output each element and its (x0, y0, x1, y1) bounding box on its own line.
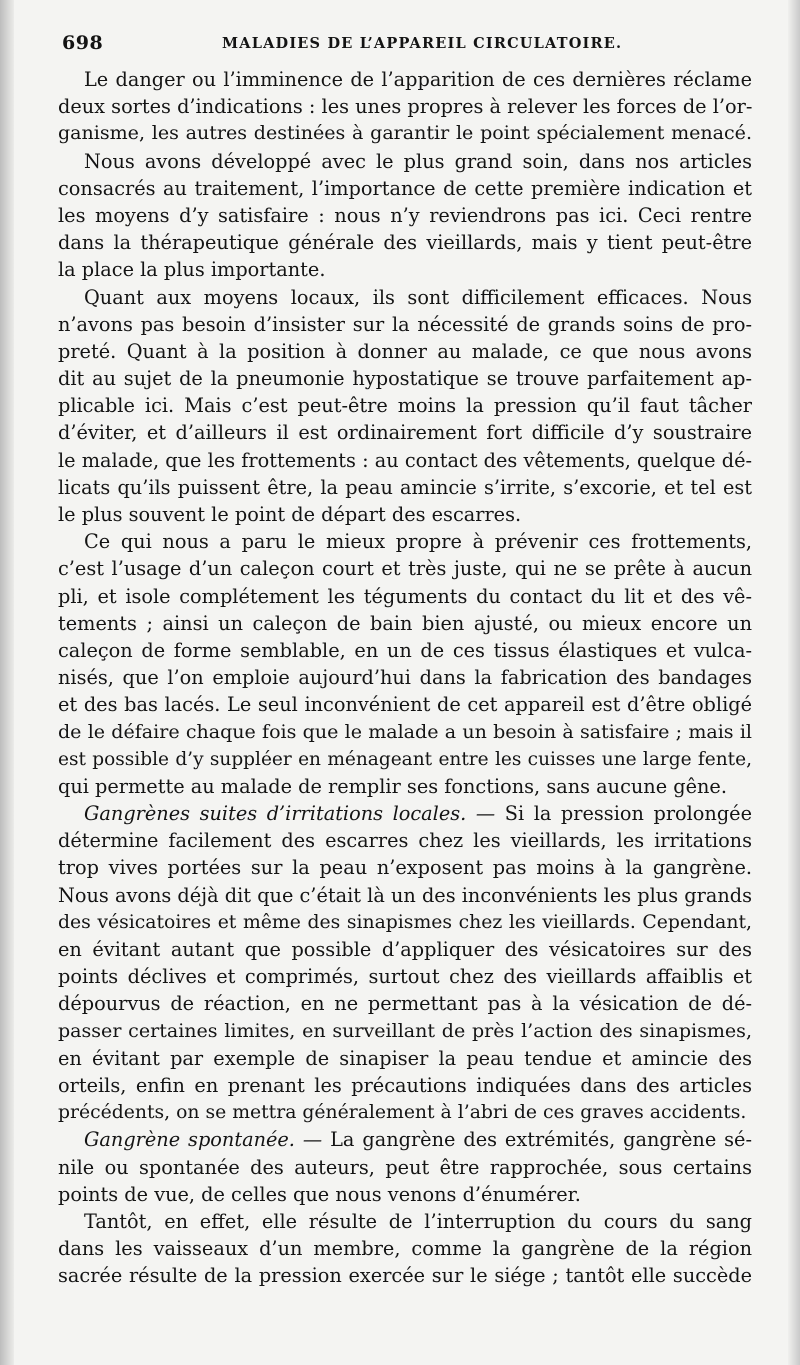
text-line: est possible d’y suppléer en ménageant entre les cuisses une large fente, (58, 748, 752, 770)
text-line: points déclives et comprimés, surtout chez des vieillards affaiblis et (58, 965, 752, 989)
text-line: Ce qui nous a paru le mieux propre à prévenir ces frottements, (84, 530, 752, 554)
running-title: MALADIES DE L’APPAREIL CIRCULATOIRE. (222, 35, 623, 52)
text-line: le malade, que les frottements : au contact des vêtements, quelque dé- (58, 448, 752, 472)
text-line: plicable ici. Mais c’est peut-être moins la pression qu’il faut tâcher (58, 394, 752, 418)
page-shadow-left (0, 0, 14, 1365)
text-line: qui permette au malade de remplir ses fonctions, sans aucune gêne. (58, 774, 727, 798)
text-line: le plus souvent le point de départ des escarres. (58, 503, 522, 526)
text-line: ganisme, les autres destinées à garantir le point spécialement menacé. (58, 122, 752, 145)
text-line: pli, et isole complétement les téguments du contact du lit et des vê- (58, 584, 752, 608)
text-line: Le danger ou l’imminence de l’apparition de ces dernières réclame (84, 68, 752, 91)
page-number: 698 (62, 32, 104, 54)
text-line: orteils, enfin en prenant les précautions indiquées dans des articles (58, 1073, 752, 1097)
text-line: nisés, que l’on emploie aujourd’hui dans la fabrication des bandages (58, 666, 752, 690)
section-heading-spontanee: Gangrène spontanée. — (84, 1128, 323, 1152)
text-line: nile ou spontanée des auteurs, peut être rapprochée, sous certains (58, 1155, 752, 1179)
text-line: les moyens d’y satisfaire : nous n’y reviendrons pas ici. Ceci rentre (58, 203, 752, 227)
text-line: n’avons pas besoin d’insister sur la nécessité de grands soins de pro- (58, 312, 752, 336)
text-line: précédents, on se mettra généralement à l’abri de ces graves accidents. (58, 1102, 747, 1124)
text-line: et des bas lacés. Le seul inconvénient de cet appareil est d’être obligé (58, 693, 752, 717)
text-line: Tantôt, en effet, elle résulte de l’interruption du cours du sang (84, 1209, 752, 1233)
text-line: Quant aux moyens locaux, ils sont difficilement efficaces. Nous (84, 285, 752, 309)
text-line: détermine facilement des escarres chez les vieillards, les irritations (58, 829, 752, 853)
text-line: dans les vaisseaux d’un membre, comme la gangrène de la région (58, 1237, 752, 1261)
text-line: dans la thérapeutique générale des vieillards, mais y tient peut-être (58, 231, 752, 255)
text-line: Nous avons développé avec le plus grand soin, dans nos articles (84, 149, 752, 173)
text-line: dépourvus de réaction, en ne permettant pas à la vésication de dé- (58, 992, 752, 1016)
text-line: consacrés au traitement, l’importance de cette première indication et (58, 176, 752, 200)
body-text (58, 66, 752, 1289)
text-line: la place la plus importante. (58, 258, 326, 282)
page-header (62, 32, 752, 60)
text-line: preté. Quant à la position à donner au malade, ce que nous avons (58, 339, 752, 363)
text-line: en évitant autant que possible d’appliquer des vésicatoires sur des (58, 938, 752, 961)
text-line-continuation: La gangrène des extrémités, gangrène sé- (330, 1128, 752, 1152)
text-line-continuation: Si la pression prolongée (504, 802, 752, 826)
text-line: en évitant par exemple de sinapiser la peau tendue et amincie des (58, 1046, 752, 1070)
text-line: des vésicatoires et même des sinapismes chez les vieillards. Cependant, (58, 911, 752, 933)
text-line: passer certaines limites, en surveillant de près l’action des sinapismes, (58, 1019, 752, 1042)
text-line: c’est l’usage d’un caleçon court et très juste, qui ne se prête à aucun (58, 557, 752, 581)
text-line: dit au sujet de la pneumonie hypostatique se trouve parfaitement ap- (58, 367, 752, 391)
text-line-with-heading (58, 800, 752, 827)
text-line: d’éviter, et d’ailleurs il est ordinairement fort difficile d’y soustraire (58, 421, 752, 445)
text-line: caleçon de forme semblable, en un de ces tissus élastiques et vulca- (58, 638, 752, 662)
text-line: sacrée résulte de la pression exercée sur le siége ; tantôt elle succède (58, 1264, 752, 1288)
text-line: tements ; ainsi un caleçon de bain bien ajusté, ou mieux encore un (58, 611, 752, 635)
text-line: de le défaire chaque fois que le malade a un besoin à satisfaire ; mais il (58, 720, 752, 743)
text-line-with-heading (58, 1126, 752, 1153)
page-shadow-right (788, 0, 800, 1365)
section-heading-irritations: Gangrènes suites d’irritations locales. — (84, 802, 496, 826)
text-line: deux sortes d’indications : les unes propres à relever les forces de l’or- (58, 95, 752, 119)
text-line: licats qu’ils puissent être, la peau amincie s’irrite, s’excorie, et tel est (58, 475, 752, 499)
text-line: trop vives portées sur la peau n’exposent pas moins à la gangrène. (58, 856, 752, 880)
text-line: Nous avons déjà dit que c’était là un des inconvénients les plus grands (58, 883, 752, 907)
text-line: points de vue, de celles que nous venons d’énumérer. (58, 1182, 581, 1206)
